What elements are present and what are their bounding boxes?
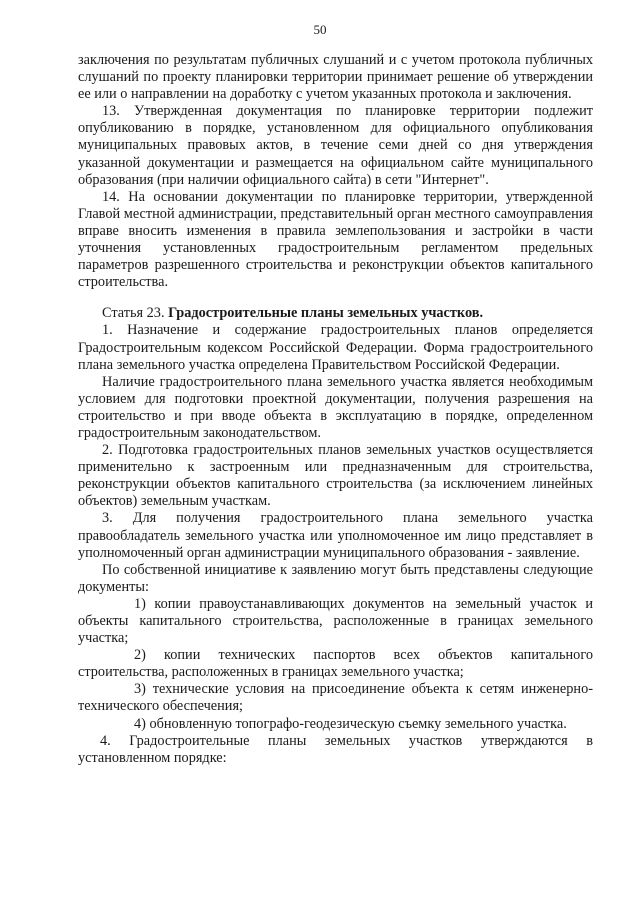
- paragraph-item-3: 3. Для получения градостроительного плана земельного участка правообладатель земельного участка или уполномоченное им лицо представляет в уполномоченный орган администрации муниципального образования - заявление.: [78, 510, 593, 561]
- paragraph-item-14: 14. На основании документации по планировке территории, утвержденной Главой местной администрации, представительный орган местного самоуправления вправе вносить изменения в правила землепользования и застройки в части уточнения установленных градостроительным регламентом предельных параметров разрешенного строительства и реконструкции объектов капитального строительства.: [78, 188, 593, 291]
- page-number: 50: [313, 22, 327, 37]
- list-item-3: 3) технические условия на присоединение объекта к сетям инженерно-технического обеспечения;: [78, 681, 593, 715]
- article-number: Статья 23.: [102, 305, 169, 322]
- paragraph-conclusion: заключения по результатам публичных слушаний и с учетом протокола публичных слушаний по проекту планировки территории принимает решение об утверждении ее или о направлении на доработку с учетом указанных протокола и заключения.: [78, 52, 593, 103]
- spacer: [78, 291, 593, 305]
- paragraph-own-initiative: По собственной инициативе к заявлению могут быть представлены следующие документы:: [78, 561, 593, 595]
- paragraph-item-13: 13. Утвержденная документация по планировке территории подлежит опубликованию в порядке, установленном для официального опубликования муниципальных правовых актов, в течение семи дней со дня утверждения указанной документации и размещается на официальном сайте муниципального образования (при наличии официального сайта) в сети "Интернет".: [78, 103, 593, 188]
- list-item-1: 1) копии правоустанавливающих документов на земельный участок и объекты капитального строительства, расположенные в границах земельного участка;: [78, 595, 593, 647]
- list-item-2: 2) копии технических паспортов всех объектов капитального строительства, расположенных в границах земельного участка;: [78, 647, 593, 681]
- paragraph-item-2: 2. Подготовка градостроительных планов земельных участков осуществляется применительно к застроенным или предназначенным для строительства, реконструкции объектов капитального строительства (за исключением линейных объектов) земельным участкам.: [78, 442, 593, 510]
- document-body: [78, 52, 593, 767]
- article-heading: [78, 305, 593, 322]
- paragraph-item-4: 4. Градостроительные планы земельных участков утверждаются в установленном порядке:: [78, 732, 593, 766]
- paragraph-item-1: 1. Назначение и содержание градостроительных планов определяется Градостроительным кодексом Российской Федерации. Форма градостроительного плана земельного участка определена Правительством Российской Федерации.: [78, 322, 593, 373]
- paragraph-gpzu-necessity: Наличие градостроительного плана земельного участка является необходимым условием для подготовки проектной документации, получения разрешения на строительство и при вводе объекта в эксплуатацию в порядке, определенном градостроительным законодательством.: [78, 373, 593, 441]
- list-item-4: 4) обновленную топографо-геодезическую съемку земельного участка.: [134, 715, 567, 732]
- article-title: Градостроительные планы земельных участков.: [168, 305, 484, 322]
